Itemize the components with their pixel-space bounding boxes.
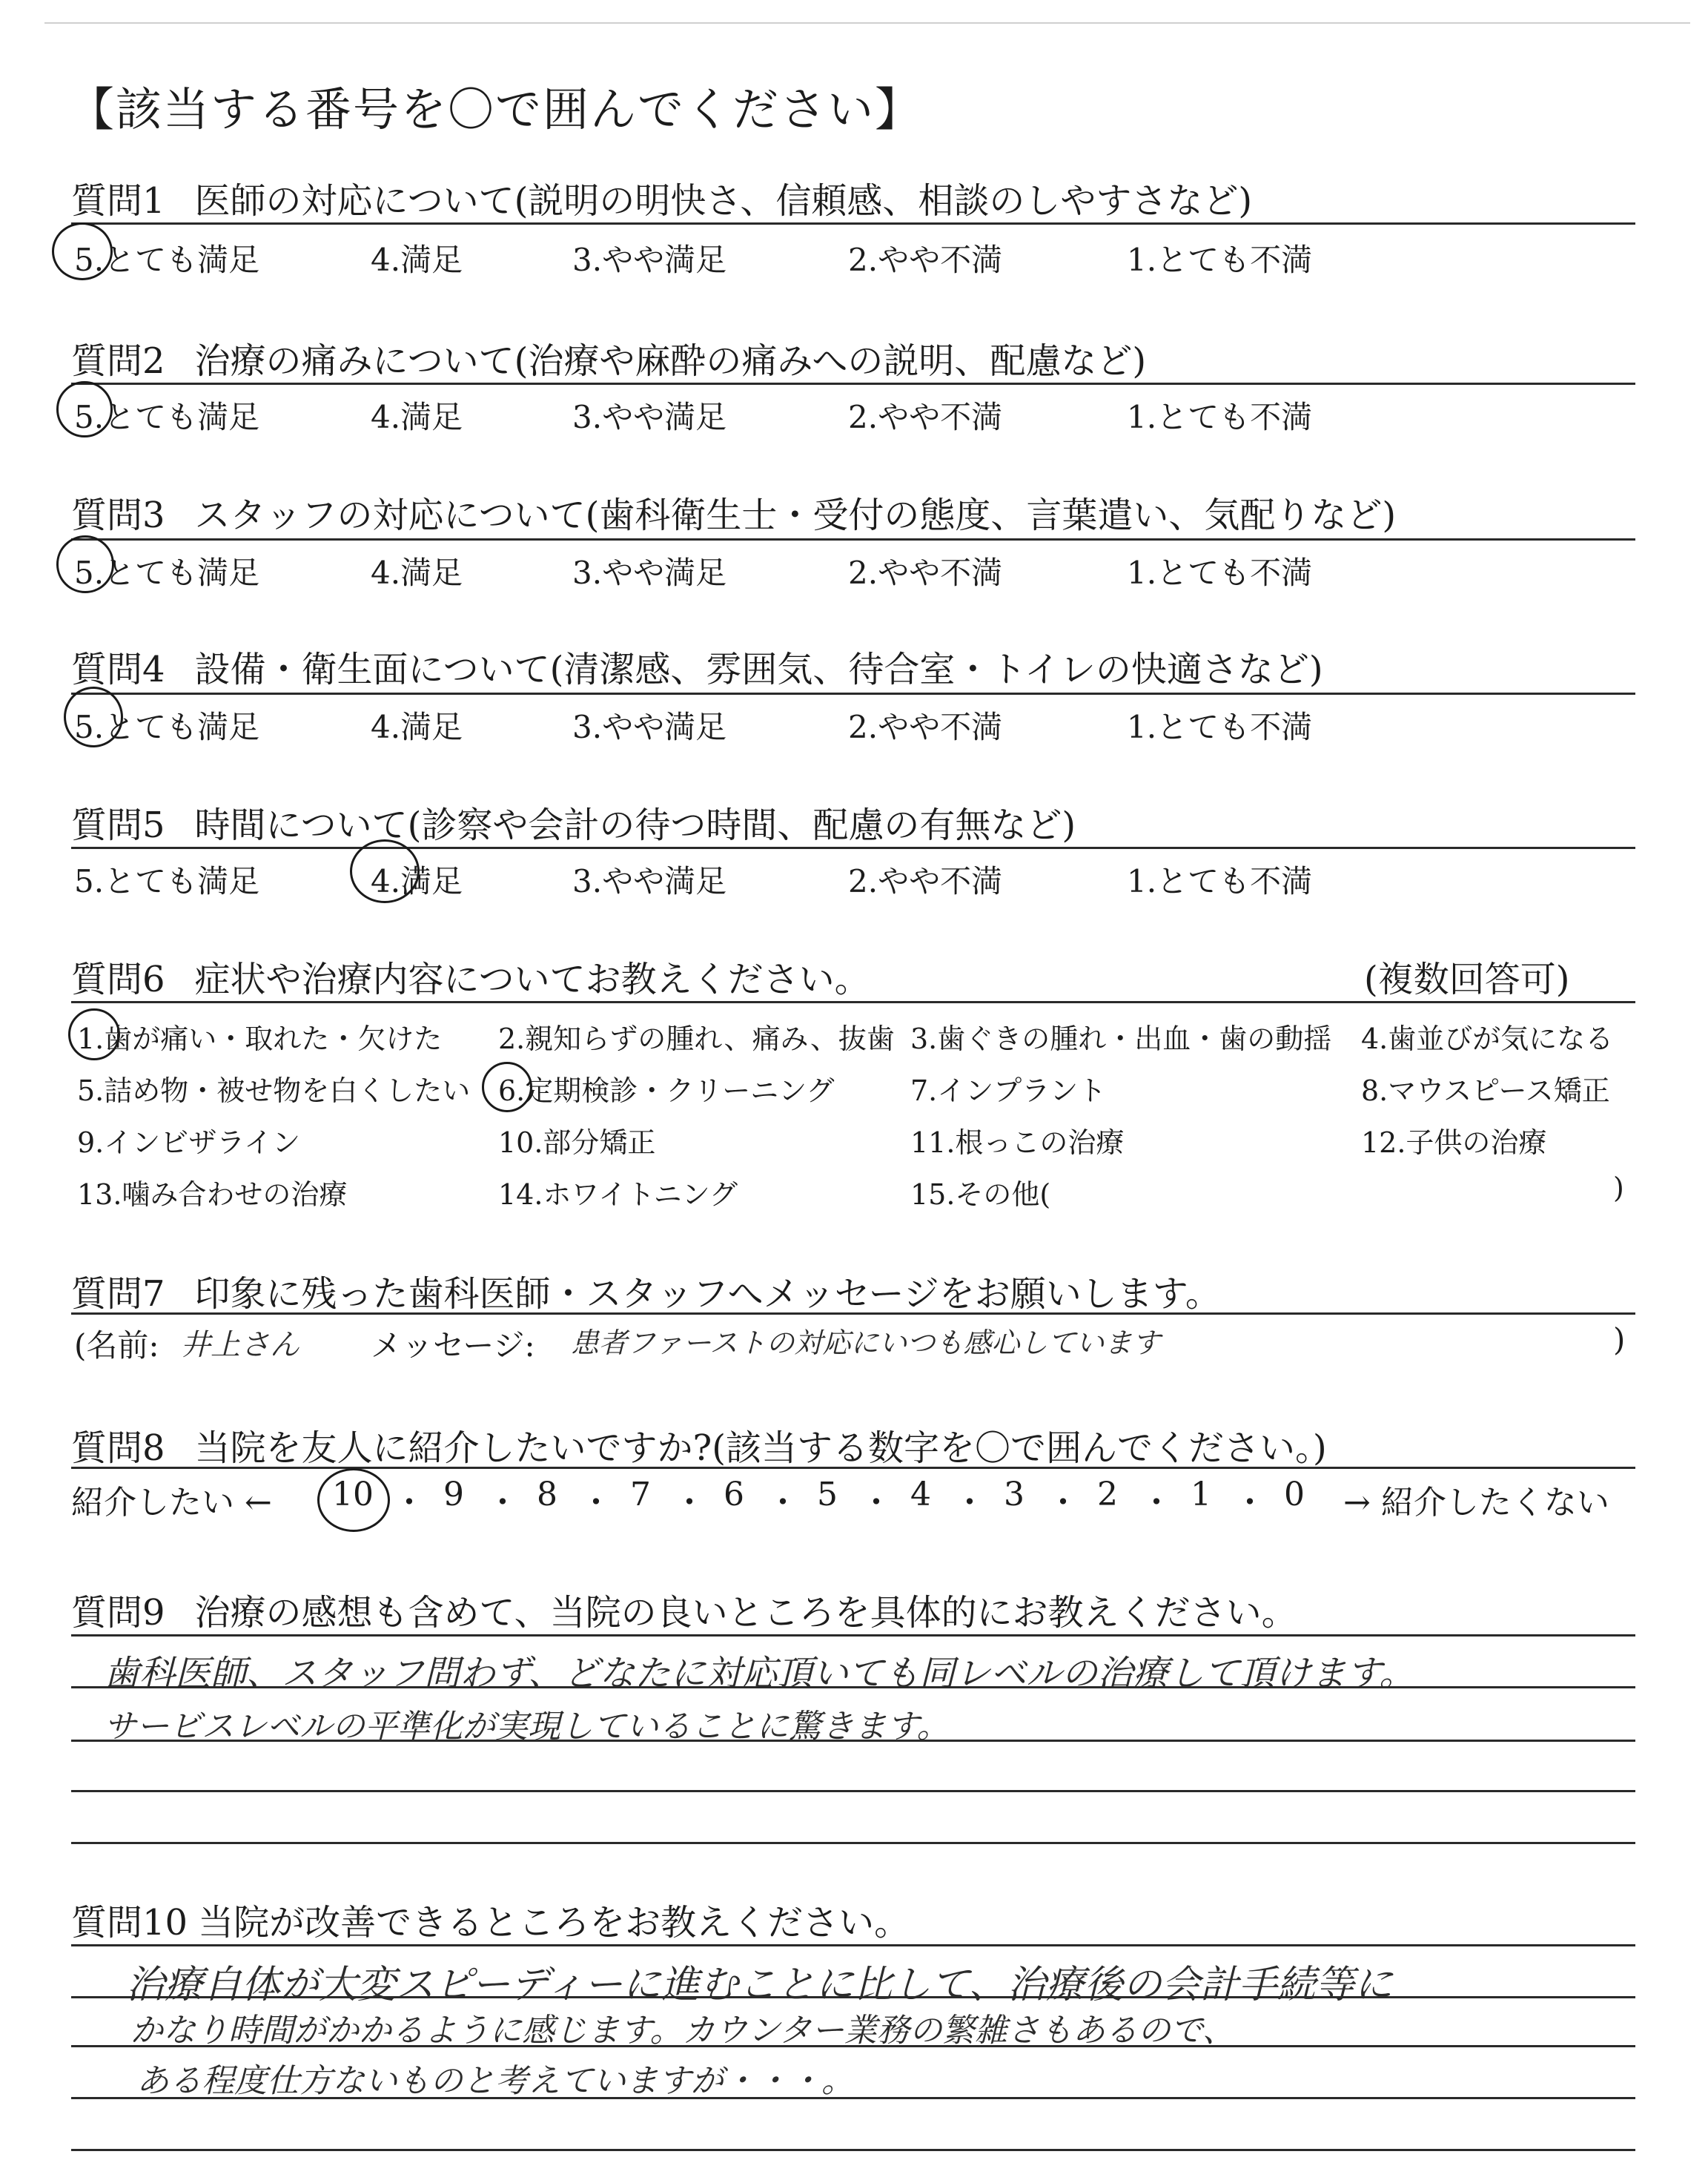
handwritten-answer-line[interactable]: サービスレベルの平準化が実現していることに驚きます。 — [104, 1708, 950, 1745]
question-number: 質問5 — [71, 805, 165, 846]
handwritten-answer-line[interactable]: 歯科医師、スタッフ問わず、どなたに対応頂いても同レベルの治療して頂けます。 — [104, 1653, 1415, 1694]
divider — [71, 383, 1635, 385]
question-text: 医師の対応について(説明の明快さ、信頼感、相談のしやすさなど) — [194, 180, 1253, 222]
question-text: 当院を友人に紹介したいですか?(該当する数字を〇で囲んでください。) — [194, 1427, 1327, 1469]
q2-option-4[interactable]: 4.満足 — [371, 399, 463, 435]
handwritten-message[interactable]: 患者ファーストの対応にいつも感心しています — [571, 1327, 1161, 1359]
question-number: 質問1 — [71, 180, 165, 222]
question-2-title — [71, 332, 1146, 383]
divider — [71, 847, 1635, 849]
question-4-title — [71, 641, 1323, 692]
page-heading: 【該当する番号を〇で囲んでください】 — [68, 82, 923, 136]
question-number: 質問4 — [71, 649, 165, 690]
handwritten-name[interactable]: 井上さん — [181, 1328, 299, 1362]
answer-circle — [317, 1468, 390, 1532]
multiple-answers-note: (複数回答可) — [1364, 959, 1570, 1000]
scale-0[interactable]: 0 — [1284, 1476, 1305, 1513]
q5-option-3[interactable]: 3.やや満足 — [572, 863, 727, 899]
q6-item-14[interactable]: 14.ホワイトニング — [498, 1178, 738, 1211]
question-number: 質問3 — [71, 495, 165, 536]
question-number: 質問9 — [71, 1592, 165, 1634]
question-text: 時間について(診察や会計の待つ時間、配慮の有無など) — [194, 805, 1076, 846]
q3-option-4[interactable]: 4.満足 — [371, 555, 463, 591]
scale-separator: ・ — [953, 1484, 986, 1522]
q6-item-3[interactable]: 3.歯ぐきの腫れ・出血・歯の動揺 — [910, 1023, 1332, 1055]
answer-circle — [56, 381, 113, 437]
answer-line — [71, 1686, 1635, 1688]
scale-separator: ・ — [393, 1484, 426, 1522]
answer-circle — [52, 222, 113, 280]
q5-option-5[interactable]: 5.とても満足 — [74, 863, 260, 899]
scale-separator: ・ — [1047, 1484, 1079, 1522]
q4-option-4[interactable]: 4.満足 — [371, 709, 463, 745]
answer-line — [71, 2149, 1635, 2151]
q1-option-4[interactable]: 4.満足 — [371, 242, 463, 278]
question-8-title — [71, 1419, 1327, 1470]
handwritten-answer-line[interactable]: ある程度仕方ないものと考えていますが・・・。 — [136, 2062, 854, 2100]
message-close-paren: ) — [1613, 1321, 1626, 1358]
answer-line — [71, 1842, 1635, 1844]
q4-option-1[interactable]: 1.とても不満 — [1127, 709, 1313, 745]
question-text: 治療の感想も含めて、当院の良いところを具体的にお教えください。 — [194, 1592, 1297, 1634]
scale-2[interactable]: 2 — [1097, 1476, 1118, 1513]
scale-5[interactable]: 5 — [817, 1476, 838, 1513]
answer-circle — [64, 687, 123, 747]
q6-item-6[interactable]: 6.定期検診・クリーニング — [498, 1074, 835, 1107]
question-3-title — [71, 486, 1396, 538]
q2-option-2[interactable]: 2.やや不満 — [848, 399, 1003, 435]
q3-option-5[interactable]: 5.とても満足 — [74, 555, 260, 591]
scale-separator: ・ — [486, 1484, 519, 1522]
answer-line — [71, 2045, 1635, 2047]
q1-option-1[interactable]: 1.とても不満 — [1127, 242, 1313, 278]
divider — [71, 1467, 1635, 1469]
q6-other-close-paren: ) — [1613, 1172, 1624, 1204]
answer-circle — [350, 839, 420, 903]
q5-option-2[interactable]: 2.やや不満 — [848, 863, 1003, 899]
question-text: 治療の痛みについて(治療や麻酔の痛みへの説明、配慮など) — [194, 340, 1147, 382]
answer-circle — [482, 1062, 532, 1112]
q6-item-7[interactable]: 7.インプラント — [910, 1074, 1107, 1107]
q6-item-8[interactable]: 8.マウスピース矯正 — [1361, 1074, 1610, 1107]
question-1-title — [71, 172, 1252, 223]
answer-line — [71, 1634, 1635, 1636]
question-number: 質問2 — [71, 340, 165, 382]
scale-10[interactable]: 10 — [332, 1476, 374, 1513]
q3-option-1[interactable]: 1.とても不満 — [1127, 555, 1313, 591]
handwritten-answer-line[interactable]: かなり時間がかかるように感じます。カウンター業務の繁雑さもあるので、 — [130, 2012, 1235, 2050]
q4-option-3[interactable]: 3.やや満足 — [572, 709, 727, 745]
scale-separator: ・ — [580, 1484, 612, 1522]
q6-item-5[interactable]: 5.詰め物・被せ物を白くしたい — [77, 1074, 471, 1107]
q2-option-1[interactable]: 1.とても不満 — [1127, 399, 1313, 435]
recommend-right-label: → 紹介したくない — [1343, 1484, 1609, 1522]
divider — [71, 538, 1635, 541]
q6-item-10[interactable]: 10.部分矯正 — [498, 1126, 656, 1159]
question-10-title — [71, 1894, 910, 1945]
answer-line — [71, 1944, 1635, 1946]
q6-item-15[interactable]: 15.その他( — [910, 1178, 1051, 1211]
question-number: 質問7 — [71, 1273, 165, 1315]
question-7-title — [71, 1265, 1221, 1316]
scale-6[interactable]: 6 — [724, 1476, 744, 1513]
question-number: 質問8 — [71, 1427, 165, 1469]
question-6-title — [71, 951, 870, 1002]
question-number: 質問10 — [71, 1902, 188, 1943]
scale-separator: ・ — [673, 1484, 706, 1522]
q2-option-5[interactable]: 5.とても満足 — [74, 399, 260, 435]
q6-item-2[interactable]: 2.親知らずの腫れ、痛み、抜歯 — [498, 1023, 895, 1055]
answer-line — [71, 1996, 1635, 1998]
q1-option-5[interactable]: 5.とても満足 — [74, 242, 260, 278]
question-number: 質問6 — [71, 959, 165, 1000]
question-text: 印象に残った歯科医師・スタッフへメッセージをお願いします。 — [194, 1273, 1221, 1315]
q6-item-13[interactable]: 13.噛み合わせの治療 — [77, 1178, 348, 1211]
name-label: (名前: — [74, 1327, 159, 1364]
handwritten-answer-line[interactable]: 治療自体が大変スピーディーに進むことに比して、治療後の会計手続等に — [126, 1963, 1393, 2007]
q5-option-4[interactable]: 4.満足 — [371, 863, 463, 899]
scan-edge — [44, 22, 1690, 24]
scale-separator: ・ — [1234, 1484, 1266, 1522]
scale-separator: ・ — [767, 1484, 799, 1522]
question-text: 症状や治療内容についてお教えください。 — [194, 959, 870, 1000]
divider — [71, 1312, 1635, 1315]
question-text: 当院が改善できるところをお教えください。 — [198, 1902, 910, 1943]
q3-option-3[interactable]: 3.やや満足 — [572, 555, 727, 591]
q1-option-2[interactable]: 2.やや不満 — [848, 242, 1003, 278]
divider — [71, 1001, 1635, 1003]
divider — [71, 693, 1635, 695]
answer-line — [71, 2097, 1635, 2099]
message-label: メッセージ: — [371, 1327, 535, 1364]
question-text: 設備・衛生面について(清潔感、雰囲気、待合室・トイレの快適さなど) — [194, 649, 1323, 690]
q6-item-9[interactable]: 9.インビザライン — [77, 1126, 301, 1159]
scale-9[interactable]: 9 — [443, 1476, 464, 1513]
scale-8[interactable]: 8 — [537, 1476, 557, 1513]
q2-option-3[interactable]: 3.やや満足 — [572, 399, 727, 435]
answer-circle — [68, 1008, 120, 1060]
q1-option-3[interactable]: 3.やや満足 — [572, 242, 727, 278]
divider — [71, 222, 1635, 225]
scale-1[interactable]: 1 — [1191, 1476, 1211, 1513]
q6-item-1[interactable]: 1.歯が痛い・取れた・欠けた — [77, 1023, 443, 1055]
question-text: スタッフの対応について(歯科衛生士・受付の態度、言葉遣い、気配りなど) — [194, 495, 1397, 536]
question-9-title — [71, 1584, 1297, 1635]
scale-4[interactable]: 4 — [910, 1476, 931, 1513]
q5-option-1[interactable]: 1.とても不満 — [1127, 863, 1313, 899]
recommend-left-label: 紹介したい ← — [71, 1484, 272, 1522]
q4-option-2[interactable]: 2.やや不満 — [848, 709, 1003, 745]
scale-7[interactable]: 7 — [630, 1476, 651, 1513]
answer-line — [71, 1740, 1635, 1742]
question-5-title — [71, 796, 1076, 848]
answer-circle — [56, 535, 114, 593]
q4-option-5[interactable]: 5.とても満足 — [74, 709, 260, 745]
scale-separator: ・ — [1140, 1484, 1173, 1522]
answer-line — [71, 1790, 1635, 1792]
q6-item-11[interactable]: 11.根っこの治療 — [910, 1126, 1125, 1159]
q3-option-2[interactable]: 2.やや不満 — [848, 555, 1003, 591]
scale-3[interactable]: 3 — [1004, 1476, 1025, 1513]
scale-separator: ・ — [860, 1484, 893, 1522]
q6-item-12[interactable]: 12.子供の治療 — [1361, 1126, 1547, 1159]
q6-item-4[interactable]: 4.歯並びが気になる — [1361, 1023, 1614, 1055]
